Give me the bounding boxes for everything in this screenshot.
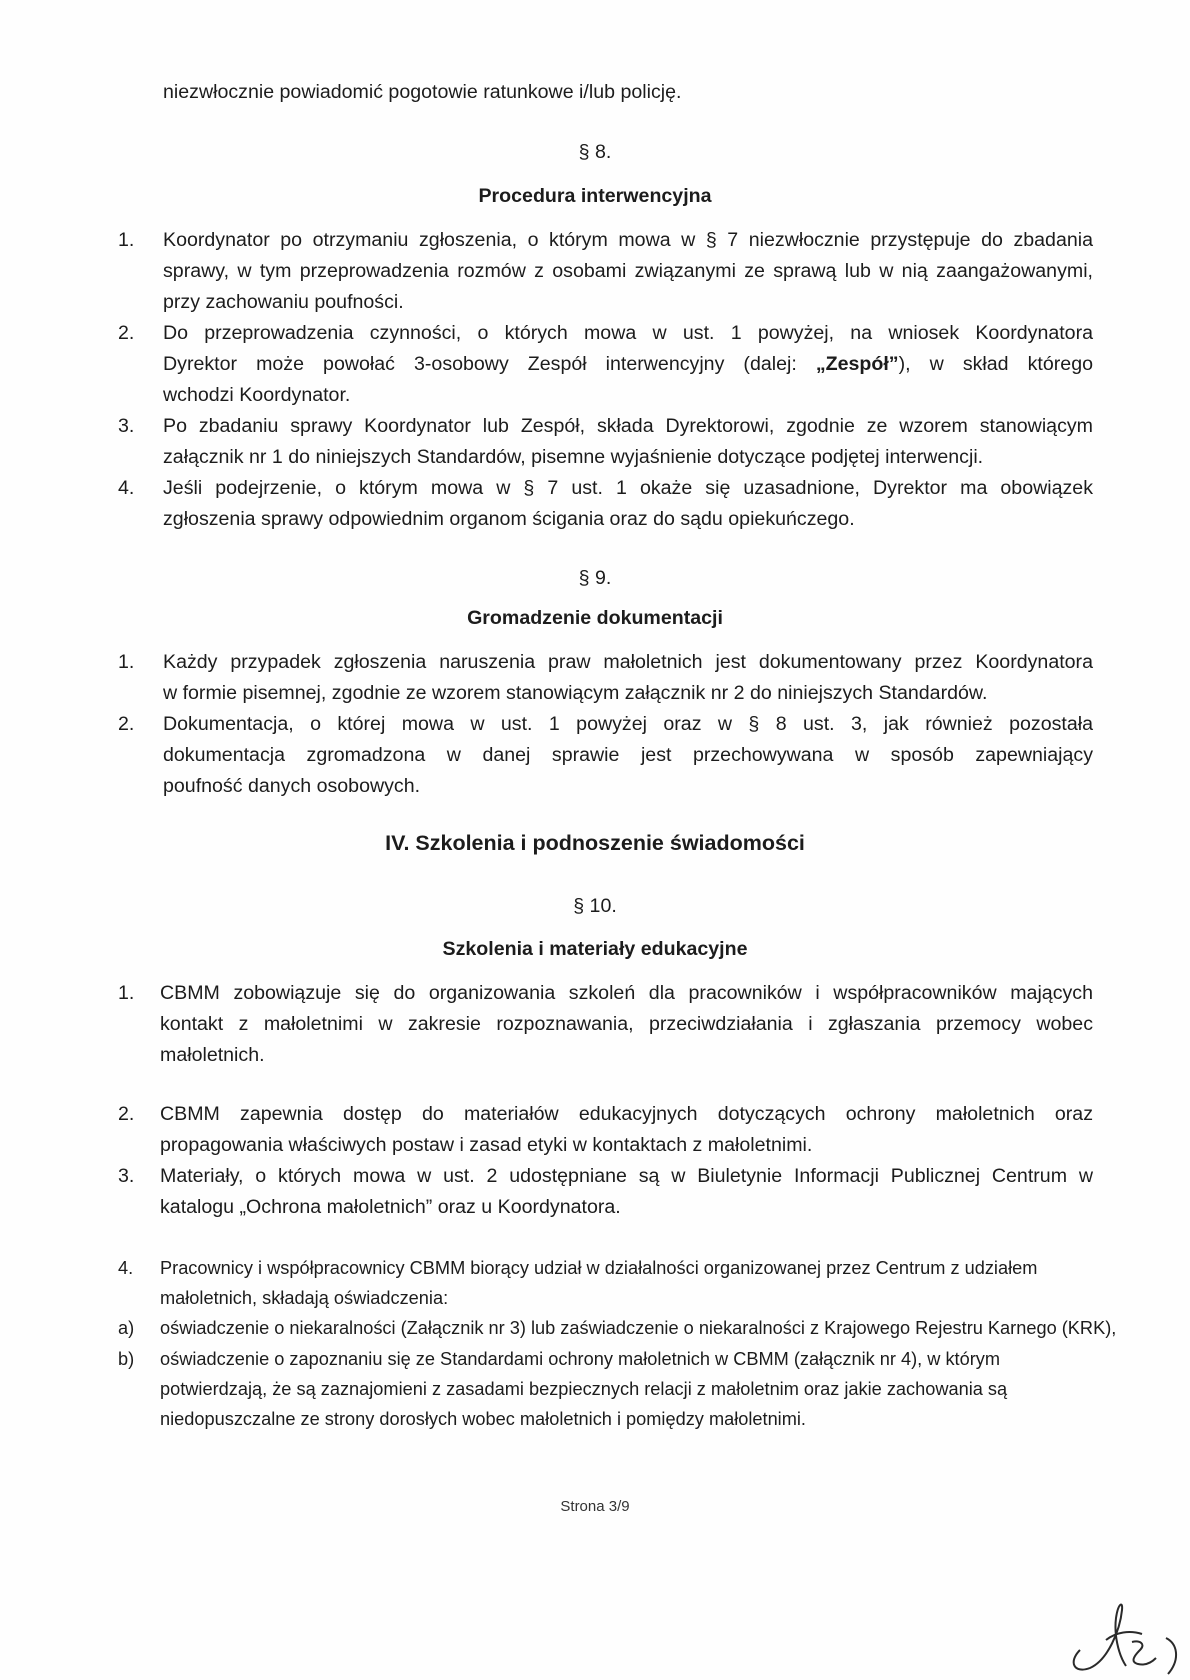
- paragraph-line: propagowania właściwych postaw i zasad etyki w kontaktach z małoletnimi.: [160, 1134, 813, 1156]
- paragraph-line: potwierdzają, że są zaznajomieni z zasadami bezpiecznych relacji z małoletnim oraz jakie zachowania są: [160, 1379, 1008, 1399]
- paragraph-line: kontakt z małoletnimi w zakresie rozpoznawania, przeciwdziałania i zgłaszania przemocy wobec: [160, 1013, 1093, 1035]
- section-8-title: Procedura interwencyjna: [478, 185, 712, 207]
- list-number: 4.: [118, 477, 135, 499]
- paragraph-line: Materiały, o których mowa w ust. 2 udostępniane są w Biuletynie Informacji Publicznej Centrum w: [160, 1165, 1093, 1187]
- paragraph-line: załącznik nr 1 do niniejszych Standardów, pisemne wyjaśnienie dotyczące podjętej interwencji.: [163, 446, 984, 468]
- paragraph-line: CBMM zapewnia dostęp do materiałów edukacyjnych dotyczących ochrony małoletnich oraz: [160, 1103, 1093, 1125]
- defined-term: „Zespół”: [815, 353, 899, 375]
- paragraph-line: poufność danych osobowych.: [163, 775, 421, 797]
- paragraph-line: Jeśli podejrzenie, o którym mowa w § 7 ust. 1 okaże się uzasadnione, Dyrektor ma obowiązek: [163, 477, 1093, 499]
- signature-mark: [1060, 1570, 1190, 1680]
- chapter-heading: IV. Szkolenia i podnoszenie świadomości: [385, 831, 805, 855]
- paragraph-line: dokumentacja zgromadzona w danej sprawie jest przechowywana w sposób zapewniający: [163, 744, 1093, 766]
- list-number: 2.: [118, 713, 135, 735]
- paragraph-line: Po zbadaniu sprawy Koordynator lub Zespół, składa Dyrektorowi, zgodnie ze wzorem stanowiącym: [163, 415, 1093, 437]
- section-8-number: § 8.: [578, 141, 612, 163]
- paragraph-line: przy zachowaniu poufności.: [163, 291, 404, 313]
- paragraph-line: małoletnich, składają oświadczenia:: [160, 1288, 449, 1308]
- paragraph-line: w formie pisemnej, zgodnie ze wzorem stanowiącym załącznik nr 2 do niniejszych Standardów.: [163, 682, 988, 704]
- paragraph-line: Koordynator po otrzymaniu zgłoszenia, o którym mowa w § 7 niezwłocznie przystępuje do zbadania: [163, 229, 1093, 251]
- paragraph-line: Do przeprowadzenia czynności, o których mowa w ust. 1 powyżej, na wniosek Koordynatora: [163, 322, 1093, 344]
- list-number: 2.: [118, 322, 135, 344]
- paragraph-line: oświadczenie o zapoznaniu się ze Standardami ochrony małoletnich w CBMM (załącznik nr 4), w którym: [160, 1349, 1001, 1369]
- paragraph-line: zgłoszenia sprawy odpowiednim organom ścigania oraz do sądu opiekuńczego.: [163, 508, 855, 530]
- paragraph-line: niedopuszczalne ze strony dorosłych wobec małoletnich i pomiędzy małoletnimi.: [160, 1409, 806, 1429]
- list-number: 1.: [118, 982, 135, 1004]
- section-10-title: Szkolenia i materiały edukacyjne: [442, 938, 748, 960]
- paragraph-line: katalogu „Ochrona małoletnich” oraz u Koordynatora.: [160, 1196, 621, 1218]
- text-span: Dyrektor może powołać 3-osobowy Zespół interwencyjny (dalej:: [163, 353, 797, 375]
- section-10-number: § 10.: [573, 895, 617, 917]
- list-number: 1.: [118, 229, 135, 251]
- paragraph-line: [163, 351, 1093, 377]
- list-number: 2.: [118, 1103, 135, 1125]
- paragraph-line: Dokumentacja, o której mowa w ust. 1 powyżej oraz w § 8 ust. 3, jak również pozostała: [163, 713, 1093, 735]
- section-9-title: Gromadzenie dokumentacji: [467, 607, 723, 629]
- list-number: 4.: [118, 1258, 134, 1278]
- paragraph-line: CBMM zobowiązuje się do organizowania szkoleń dla pracowników i współpracowników mających: [160, 982, 1093, 1004]
- list-number: 3.: [118, 415, 135, 437]
- page-number-footer: Strona 3/9: [560, 1498, 630, 1515]
- list-letter: a): [118, 1318, 135, 1338]
- paragraph-line: sprawy, w tym przeprowadzenia rozmów z osobami związanymi ze sprawą lub w nią zaangażowanymi,: [163, 260, 1093, 282]
- paragraph-line: Pracownicy i współpracownicy CBMM biorący udział w działalności organizowanej przez Centrum z udziałem: [160, 1258, 1038, 1278]
- section-9-number: § 9.: [578, 567, 612, 589]
- paragraph-line: wchodzi Koordynator.: [163, 384, 351, 406]
- paragraph-line: Każdy przypadek zgłoszenia naruszenia praw małoletnich jest dokumentowany przez Koordynatora: [163, 651, 1093, 673]
- list-number: 3.: [118, 1165, 135, 1187]
- text-span: ), w skład którego: [898, 353, 1093, 375]
- carry-over-line: niezwłocznie powiadomić pogotowie ratunkowe i/lub policję.: [163, 81, 682, 103]
- paragraph-line: oświadczenie o niekaralności (Załącznik nr 3) lub zaświadczenie o niekaralności z Krajowego Rejestru Karnego (KRK),: [160, 1318, 1117, 1338]
- list-number: 1.: [118, 651, 135, 673]
- list-letter: b): [118, 1349, 135, 1369]
- paragraph-line: małoletnich.: [160, 1044, 265, 1066]
